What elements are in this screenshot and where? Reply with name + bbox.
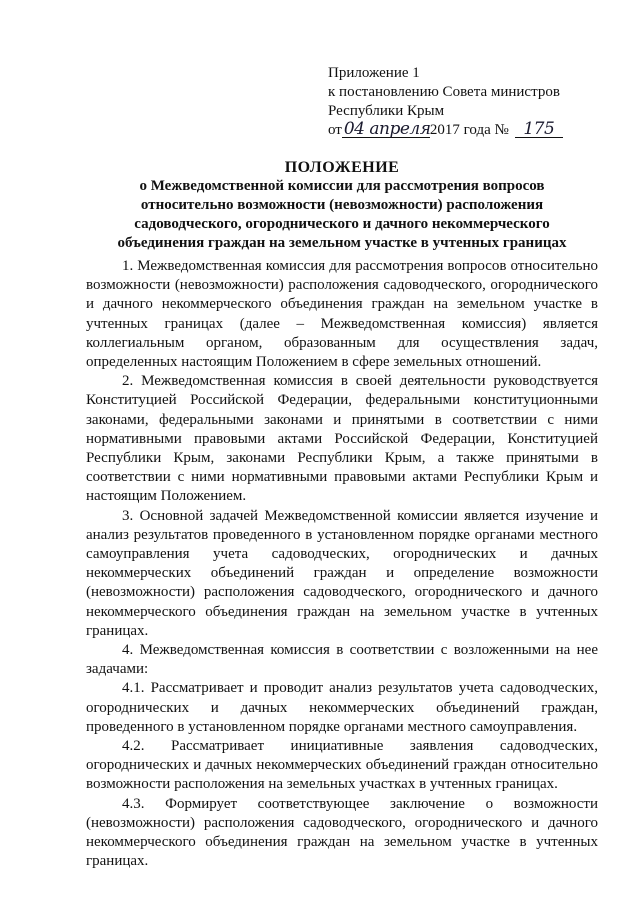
title-subtitle-line-3: садоводческого, огороднического и дачного некоммерческого — [134, 216, 550, 232]
appendix-header — [328, 64, 618, 140]
paragraph-4-3: 4.3. Формирует соответствующее заключение о возможности (невозможности) расположения садоводческого, огороднического и дачного некоммерческого объединения граждан на земельном участке в учтенных границах. — [86, 795, 598, 870]
title-subtitle-line-2: относительно возможности (невозможности) расположения — [140, 197, 544, 213]
appendix-line-3: Республики Крым — [328, 103, 445, 119]
handwritten-date: 04 апреля — [343, 119, 431, 139]
document-title — [92, 158, 592, 253]
year-text: 2017 года № — [429, 122, 509, 138]
paragraph-4-1: 4.1. Рассматривает и проводит анализ результатов учета садоводческих, огороднических и дачных некоммерческих объединений граждан, проведенного в установленном порядке органами местного самоуправления. — [86, 680, 598, 735]
paragraph-3: 3. Основной задачей Межведомственной комиссии является изучение и анализ результатов проведенного в установленном порядке органами местного самоуправления учета садоводческих, огороднических и дачных некоммерческих объединений граждан и определение возможности (невозможности) расположения садоводческого, огороднического и дачного некоммерческого объединения граждан на земельном участке в учтенных границах. — [86, 507, 598, 639]
paragraph-4-2: 4.2. Рассматривает инициативные заявления садоводческих, огороднических и дачных некоммерческих объединений граждан относительно возможности расположения на земельных участках в учтенных границах. — [86, 738, 598, 793]
appendix-date-line — [328, 121, 618, 140]
paragraph-4: 4. Межведомственная комиссия в соответствии с возложенными на нее задачами: — [86, 642, 598, 678]
paragraph-2: 2. Межведомственная комиссия в своей деятельности руководствуется Конституцией Российской Федерации, федеральными конституционными законами, федеральными законами и принятыми в соответствии с ними нормативными правовыми актами Российской Федерации, Конституцией Республики Крым, законами Республики Крым, а также принятыми в соответствии с ними нормативными правовыми актами Республики Крым и настоящим Положением. — [86, 373, 598, 505]
handwritten-number: 175 — [515, 121, 563, 138]
document-body — [86, 257, 598, 872]
date-prefix: от — [328, 122, 342, 138]
appendix-line-1: Приложение 1 — [328, 65, 420, 81]
title-subtitle-line-4: объединения граждан на земельном участке в учтенных границах — [117, 235, 567, 251]
paragraph-1: 1. Межведомственная комиссия для рассмотрения вопросов относительно возможности (невозможности) расположения садоводческого, огороднического и дачного некоммерческого объединения граждан на земельном участке в учтенных границах (далее – Межведомственная комиссия) является коллегиальным органом, образованным для осуществления задач, определенных настоящим Положением в сфере земельных отношений. — [86, 258, 598, 371]
appendix-line-2: к постановлению Совета министров — [328, 84, 560, 100]
title-main: ПОЛОЖЕНИЕ — [284, 159, 400, 176]
title-subtitle-line-1: о Межведомственной комиссии для рассмотрения вопросов — [139, 178, 545, 194]
